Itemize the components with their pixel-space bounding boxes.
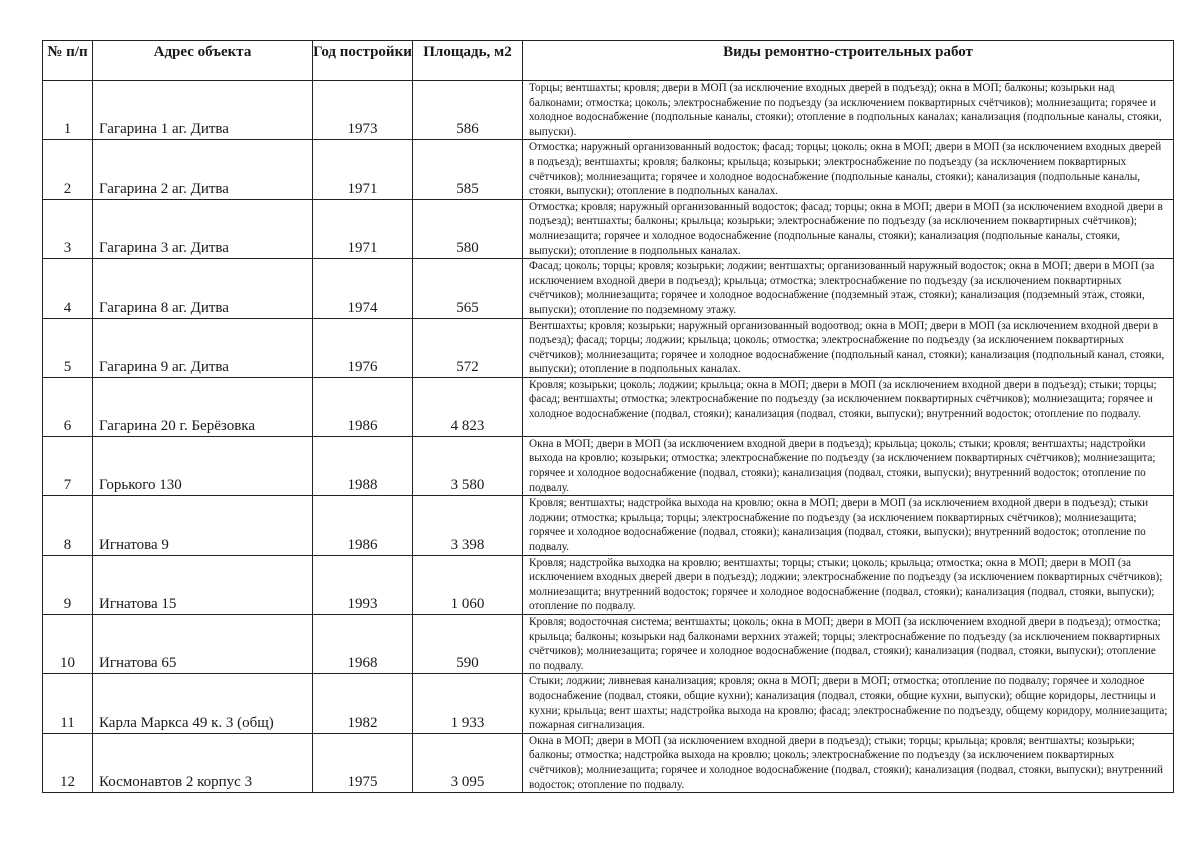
row-year: 1993 — [313, 555, 413, 614]
row-address: Гагарина 9 аг. Дитва — [93, 318, 313, 377]
row-works: Фасад; цоколь; торцы; кровля; козырьки; лоджии; вентшахты; организованный наружный водосток; окна в МОП; двери в МОП (за исключением входной двери в подъезд); крыльца; отмостка; электроснабжение по подъезду (за исключением поквартирных счётчиков); молниезащита; горячее и холодное водоснабжение (подземный этаж, стояки); канализация (подземный этаж, стояки, выпуски); отопление по подземному этажу. — [523, 259, 1174, 318]
row-year: 1976 — [313, 318, 413, 377]
table-row — [43, 615, 1174, 674]
table-row — [43, 81, 1174, 140]
row-year: 1971 — [313, 140, 413, 199]
row-address: Карла Маркса 49 к. 3 (общ) — [93, 674, 313, 733]
row-works: Торцы; вентшахты; кровля; двери в МОП (за исключение входных дверей в подъезд); окна в МОП; балконы; козырьки над балконами; отмостка; цоколь; электроснабжение по подъезду (за исключением поквартирных счётчиков); молниезащита; горячее и холодное водоснабжение (подпольные каналы, стояки); отопление в подпольных каналах; канализация (подпольные каналы, стояки, выпуски). — [523, 81, 1174, 140]
row-area: 565 — [413, 259, 523, 318]
row-area: 585 — [413, 140, 523, 199]
row-works: Вентшахты; кровля; козырьки; наружный организованный водоотвод; окна в МОП; двери в МОП (за исключением входной двери в подъезд); фасад; торцы; лоджии; крыльца; цоколь; отмостка; электроснабжение по подъезду (за исключением поквартирных счётчиков); молниезащита; горячее и холодное водоснабжение (подпольный канал, стояки); канализация (подпольный канал, стояки, выпуски); отопление в подпольных каналах. — [523, 318, 1174, 377]
row-number: 11 — [43, 674, 93, 733]
row-address: Игнатова 9 — [93, 496, 313, 555]
row-area: 590 — [413, 615, 523, 674]
row-address: Игнатова 15 — [93, 555, 313, 614]
row-year: 1973 — [313, 81, 413, 140]
row-year: 1986 — [313, 377, 413, 436]
row-year: 1988 — [313, 436, 413, 495]
row-works: Отмостка; кровля; наружный организованный водосток; фасад; торцы; окна в МОП; двери в МОП (за исключением входной двери в подъезд); вентшахты; балконы; крыльца; козырьки; электроснабжение по подъезду (за исключением поквартирных счётчиков); молниезащита; горячее и холодное водоснабжение (подпольные каналы, стояки); канализация (подпольные каналы, стояки, выпуски); отопление в подпольных каналах. — [523, 199, 1174, 258]
row-works: Отмостка; наружный организованный водосток; фасад; торцы; цоколь; окна в МОП; двери в МОП (за исключением входных дверей в подъезд); вентшахты; кровля; балконы; крыльца; козырьки; электроснабжение по подъезду (за исключением поквартирных счётчиков); молниезащита; горячее и холодное водоснабжение (подпольные каналы, стояки); канализация (подпольные каналы, стояки, выпуски); отопление в подпольных каналах. — [523, 140, 1174, 199]
row-year: 1968 — [313, 615, 413, 674]
row-address: Гагарина 3 аг. Дитва — [93, 199, 313, 258]
row-area: 1 933 — [413, 674, 523, 733]
row-address: Игнатова 65 — [93, 615, 313, 674]
row-number: 9 — [43, 555, 93, 614]
row-works: Окна в МОП; двери в МОП (за исключением входной двери в подъезд); крыльца; цоколь; стыки; кровля; вентшахты; надстройки выхода на кровлю; козырьки; отмостка; электроснабжение по подъезду (за исключением поквартирных счётчиков); молниезащита; горячее и холодное водоснабжение (подвал, стояки); канализация (подвал, стояки, выпуски); внутренний водосток; отопление по подвалу. — [523, 436, 1174, 495]
row-area: 4 823 — [413, 377, 523, 436]
header-row — [43, 41, 1174, 81]
row-address: Гагарина 1 аг. Дитва — [93, 81, 313, 140]
row-area: 580 — [413, 199, 523, 258]
row-number: 10 — [43, 615, 93, 674]
row-address: Гагарина 20 г. Берёзовка — [93, 377, 313, 436]
row-number: 7 — [43, 436, 93, 495]
row-year: 1974 — [313, 259, 413, 318]
repair-works-table — [42, 40, 1174, 793]
row-address: Гагарина 8 аг. Дитва — [93, 259, 313, 318]
row-area: 586 — [413, 81, 523, 140]
row-number: 6 — [43, 377, 93, 436]
row-number: 1 — [43, 81, 93, 140]
table-row — [43, 733, 1174, 792]
row-works: Стыки; лоджии; ливневая канализация; кровля; окна в МОП; двери в МОП; отмостка; отопление по подвалу; горячее и холодное водоснабжение (подвал, стояки, общие кухни); канализация (подвал, стояки, общие кухни, выпуски); общие коридоры, лестницы и кухни; крыльца; вент шахты; надстройка выхода на кровлю; фасад; электроснабжение по подъезду, общему коридору, молниезащита; пожарная сигнализация. — [523, 674, 1174, 733]
row-year: 1986 — [313, 496, 413, 555]
row-works: Кровля; надстройка выходка на кровлю; вентшахты; торцы; стыки; цоколь; крыльца; отмостка; окна в МОП; двери в МОП (за исключением входных дверей двери в подъезд); лоджии; электроснабжение по подъезду (за исключением поквартирных счётчиков); молниезащита; внутренний водосток; горячее и холодное водоснабжение (подвал, стояки); канализация (подвал, стояки, выпуски); отопление по подвалу. — [523, 555, 1174, 614]
row-area: 3 398 — [413, 496, 523, 555]
row-address: Космонавтов 2 корпус 3 — [93, 733, 313, 792]
header-address: Адрес объекта — [93, 41, 313, 81]
table-row — [43, 199, 1174, 258]
table-row — [43, 318, 1174, 377]
header-area: Площадь, м2 — [413, 41, 523, 81]
table-row — [43, 555, 1174, 614]
row-works: Кровля; водосточная система; вентшахты; цоколь; окна в МОП; двери в МОП (за исключением входной двери в подъезд); отмостка; крыльца; балконы; козырьки над балконами верхних этажей; торцы; электроснабжение по подъезду (за исключением поквартирных счётчиков); молниезащита; горячее и холодное водоснабжение (подвал, стояки); канализация (подвал, стояки, выпуски); отопление по подвалу. — [523, 615, 1174, 674]
row-works: Окна в МОП; двери в МОП (за исключением входной двери в подъезд); стыки; торцы; крыльца; кровля; вентшахты; козырьки; балконы; отмостка; надстройка выхода на кровлю; цоколь; электроснабжение по подъезду (за исключением поквартирных счётчиков); молниезащита; горячее и холодное водоснабжение (подвал, стояки); канализация (подвал, стояки, выпуски); внутренний водосток; отопление по подвалу. — [523, 733, 1174, 792]
row-area: 3 095 — [413, 733, 523, 792]
row-number: 5 — [43, 318, 93, 377]
row-number: 2 — [43, 140, 93, 199]
row-number: 4 — [43, 259, 93, 318]
table-row — [43, 496, 1174, 555]
header-num: № п/п — [43, 41, 93, 81]
row-year: 1971 — [313, 199, 413, 258]
table-row — [43, 259, 1174, 318]
row-year: 1975 — [313, 733, 413, 792]
row-address: Горького 130 — [93, 436, 313, 495]
row-number: 3 — [43, 199, 93, 258]
table-row — [43, 377, 1174, 436]
row-year: 1982 — [313, 674, 413, 733]
table-row — [43, 674, 1174, 733]
table-row — [43, 436, 1174, 495]
header-works: Виды ремонтно-строительных работ — [523, 41, 1174, 81]
row-address: Гагарина 2 аг. Дитва — [93, 140, 313, 199]
row-area: 1 060 — [413, 555, 523, 614]
row-area: 3 580 — [413, 436, 523, 495]
row-works: Кровля; вентшахты; надстройка выхода на кровлю; окна в МОП; двери в МОП (за исключением входной двери в подъезд); стыки лоджии; отмостка; крыльца; торцы; электроснабжение по подъезду (за исключением поквартирных счётчиков); молниезащита; горячее и холодное водоснабжение (подвал, стояки); канализация (подвал, стояки, выпуски); внутренний водосток; отопление по подвалу. — [523, 496, 1174, 555]
row-works: Кровля; козырьки; цоколь; лоджии; крыльца; окна в МОП; двери в МОП (за исключением входной двери в подъезд); стыки; торцы; фасад; вентшахты; отмостка; электроснабжение по подъезду (за исключением поквартирных счётчиков); молниезащита; горячее и холодное водоснабжение (подвал, стояки); канализация (подвал, стояки, выпуски); внутренний водосток; отопление по подвалу. — [523, 377, 1174, 436]
row-number: 8 — [43, 496, 93, 555]
header-year: Год постройки — [313, 41, 413, 81]
row-number: 12 — [43, 733, 93, 792]
table-row — [43, 140, 1174, 199]
row-area: 572 — [413, 318, 523, 377]
